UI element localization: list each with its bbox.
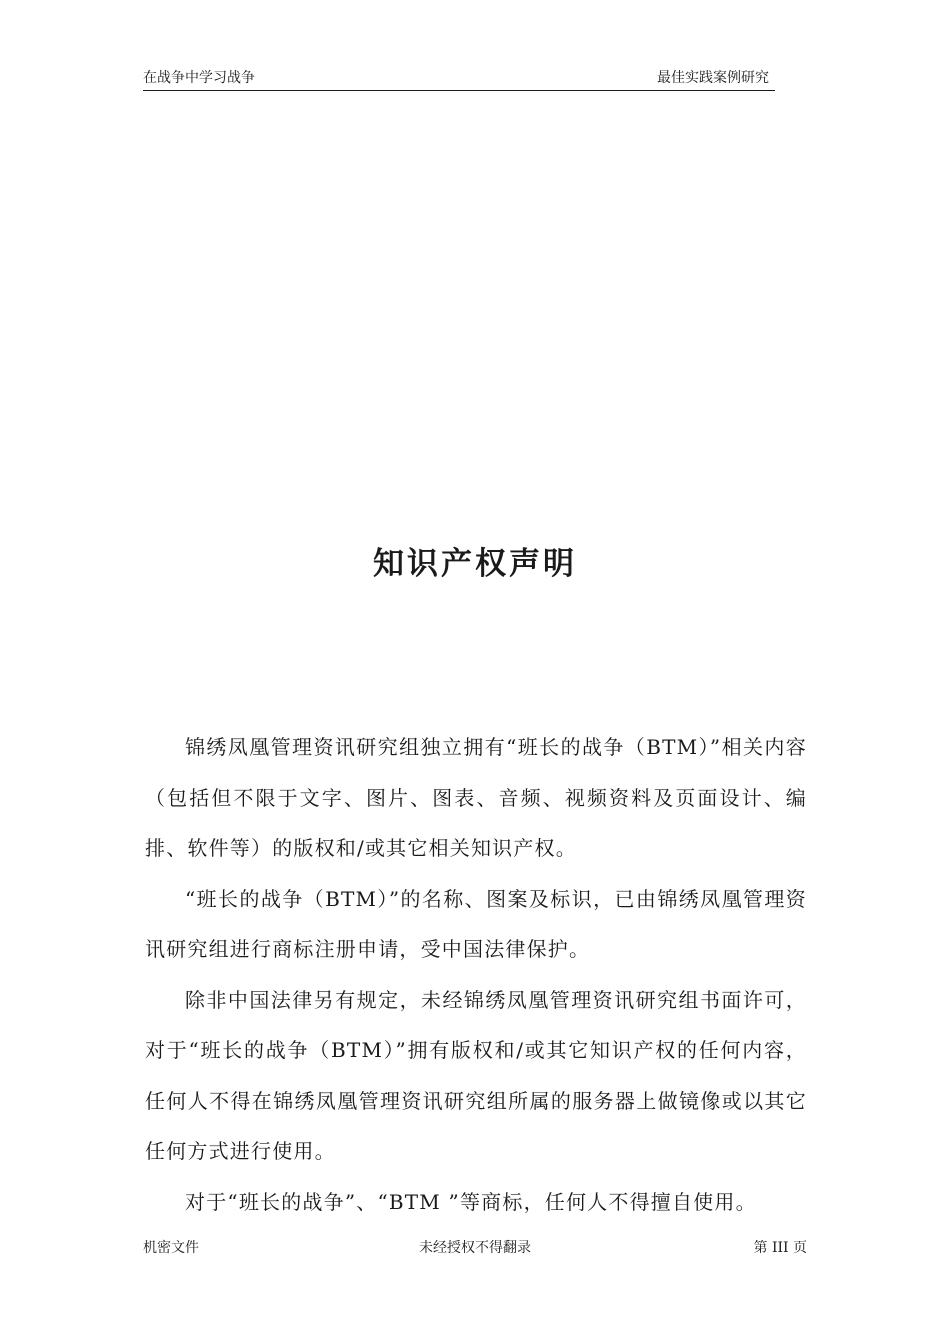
- page-number: 第 III 页: [753, 1240, 807, 1256]
- footer-center-text: 未经授权不得翻录: [419, 1240, 531, 1256]
- header-right-text: 最佳实践案例研究: [657, 70, 769, 86]
- footer-left-text: 机密文件: [143, 1240, 199, 1256]
- document-body: [145, 722, 807, 1227]
- paragraph: “班长的战争（BTM）”的名称、图案及标识，已由锦绣凤凰管理资讯研究组进行商标注册申请，受中国法律保护。: [145, 886, 807, 961]
- header-left-text: 在战争中学习战争: [143, 70, 255, 86]
- paragraph: 除非中国法律另有规定，未经锦绣凤凰管理资讯研究组书面许可，对于“班长的战争（BTM）”拥有版权和/或其它知识产权的任何内容，任何人不得在锦绣凤凰管理资讯研究组所属的服务器上做镜像或以其它任何方式进行使用。: [145, 987, 807, 1163]
- page-footer: [143, 1238, 807, 1258]
- page-header: [143, 66, 775, 91]
- paragraph: 锦绣凤凰管理资讯研究组独立拥有“班长的战争（BTM）”相关内容（包括但不限于文字、图片、图表、音频、视频资料及页面设计、编排、软件等）的版权和/或其它相关知识产权。: [145, 735, 807, 860]
- page-title: 知识产权声明: [373, 546, 577, 582]
- paragraph: 对于“班长的战争”、“BTM ”等商标，任何人不得擅自使用。: [185, 1189, 757, 1214]
